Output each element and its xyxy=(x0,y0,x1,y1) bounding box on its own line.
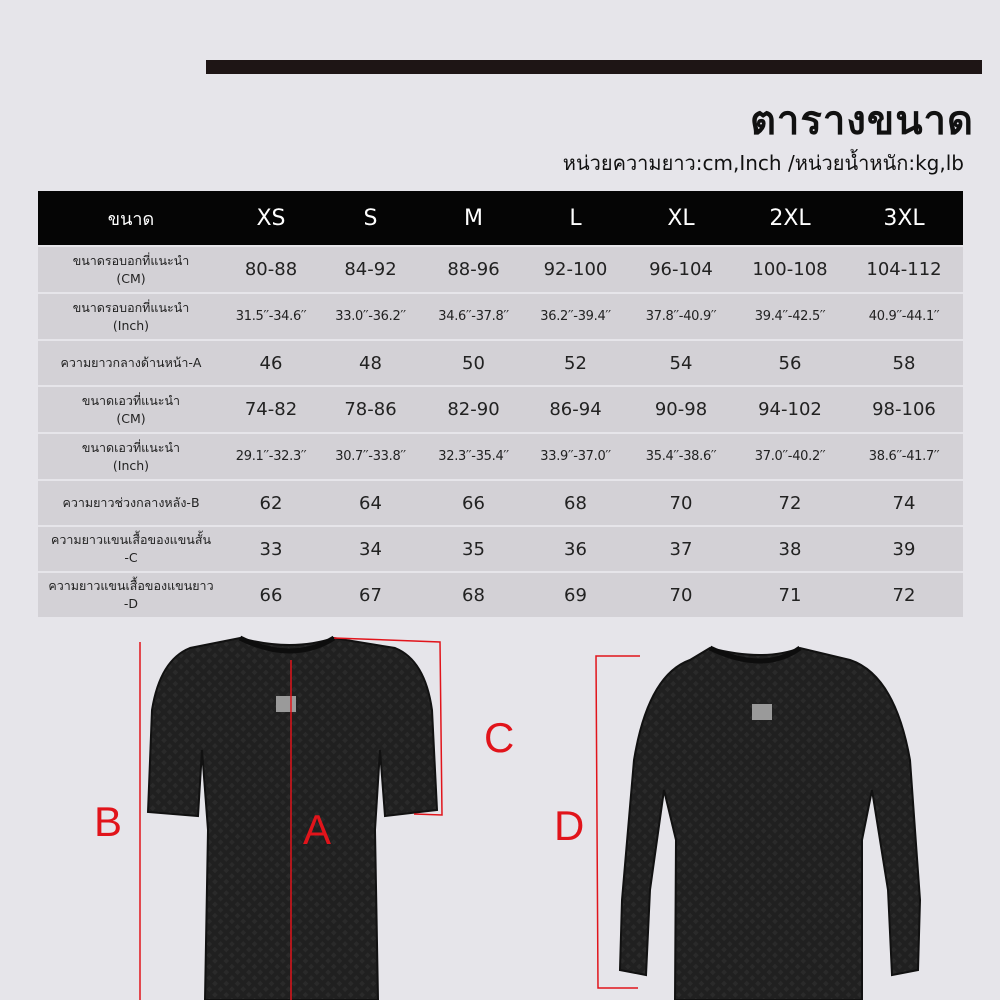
row-label xyxy=(38,481,224,525)
row-label-line2: (Inch) xyxy=(112,457,150,473)
size-column-header: M xyxy=(423,191,524,245)
table-row xyxy=(38,573,963,617)
table-cell: 86-94 xyxy=(524,387,627,432)
table-cell: 71 xyxy=(735,573,845,617)
table-cell: 92-100 xyxy=(524,247,627,292)
row-label-line1: ความยาวแขนเสื้อของแขนยาว xyxy=(48,578,214,593)
page-title: ตารางขนาด xyxy=(749,98,974,144)
row-label-line1: ความยาวช่วงกลางหลัง-B xyxy=(62,495,200,510)
table-cell: 62 xyxy=(224,481,318,525)
table-row xyxy=(38,294,963,339)
table-cell: 66 xyxy=(423,481,524,525)
row-label xyxy=(38,573,224,617)
table-cell: 32.3′′-35.4′′ xyxy=(423,434,524,479)
table-cell: 69 xyxy=(524,573,627,617)
table-cell: 34.6′′-37.8′′ xyxy=(423,294,524,339)
row-label-line2: (CM) xyxy=(116,410,146,426)
table-cell: 31.5′′-34.6′′ xyxy=(224,294,318,339)
table-cell: 36.2′′-39.4′′ xyxy=(524,294,627,339)
row-label xyxy=(38,434,224,479)
table-cell: 36 xyxy=(524,527,627,571)
table-cell: 56 xyxy=(735,341,845,385)
row-label xyxy=(38,294,224,339)
table-row xyxy=(38,481,963,525)
table-cell: 80-88 xyxy=(224,247,318,292)
table-cell: 58 xyxy=(845,341,963,385)
table-cell: 94-102 xyxy=(735,387,845,432)
table-cell: 84-92 xyxy=(318,247,423,292)
size-column-header: S xyxy=(318,191,423,245)
dimension-label-d: D xyxy=(554,802,585,849)
long-sleeve-shirt-image xyxy=(620,648,920,1000)
table-row xyxy=(38,527,963,571)
table-cell: 39.4′′-42.5′′ xyxy=(735,294,845,339)
table-row xyxy=(38,341,963,385)
row-label xyxy=(38,247,224,292)
table-cell: 78-86 xyxy=(318,387,423,432)
header-divider-bar xyxy=(206,60,982,74)
table-row xyxy=(38,434,963,479)
table-cell: 72 xyxy=(845,573,963,617)
row-label-line1: ขนาดเอวที่แนะนำ xyxy=(81,392,181,408)
table-cell: 33.9′′-37.0′′ xyxy=(524,434,627,479)
table-cell: 66 xyxy=(224,573,318,617)
size-column-header: 2XL xyxy=(735,191,845,245)
table-cell: 64 xyxy=(318,481,423,525)
table-cell: 34 xyxy=(318,527,423,571)
row-label-line2: (CM) xyxy=(116,270,146,286)
table-cell: 70 xyxy=(627,481,735,525)
table-cell: 33.0′′-36.2′′ xyxy=(318,294,423,339)
measurement-figure xyxy=(0,630,1000,1000)
units-subtitle: หน่วยความยาว:cm,Inch /หน่วยน้ำหนัก:kg,lb xyxy=(562,151,964,175)
logo-badge-icon xyxy=(752,704,772,720)
dimension-label-a: A xyxy=(303,806,332,853)
table-cell: 98-106 xyxy=(845,387,963,432)
table-row xyxy=(38,247,963,292)
table-cell: 54 xyxy=(627,341,735,385)
row-label xyxy=(38,341,224,385)
table-cell: 35 xyxy=(423,527,524,571)
table-cell: 46 xyxy=(224,341,318,385)
table-cell: 37.8′′-40.9′′ xyxy=(627,294,735,339)
row-label-line2: (Inch) xyxy=(112,317,150,333)
table-cell: 82-90 xyxy=(423,387,524,432)
table-cell: 88-96 xyxy=(423,247,524,292)
size-column-header: XS xyxy=(224,191,318,245)
table-cell: 37 xyxy=(627,527,735,571)
logo-badge-icon xyxy=(276,696,296,712)
short-sleeve-shirt-image xyxy=(148,638,437,1000)
table-cell: 50 xyxy=(423,341,524,385)
table-cell: 74-82 xyxy=(224,387,318,432)
table-cell: 68 xyxy=(423,573,524,617)
table-cell: 72 xyxy=(735,481,845,525)
row-label-line1: ขนาดเอวที่แนะนำ xyxy=(81,439,181,455)
row-label-line1: ขนาดรอบอกที่แนะนำ xyxy=(72,299,190,315)
table-cell: 37.0′′-40.2′′ xyxy=(735,434,845,479)
size-column-header: XL xyxy=(627,191,735,245)
table-cell: 40.9′′-44.1′′ xyxy=(845,294,963,339)
table-cell: 70 xyxy=(627,573,735,617)
size-column-header: L xyxy=(524,191,627,245)
table-row xyxy=(38,387,963,432)
size-column-header: 3XL xyxy=(845,191,963,245)
table-header-row xyxy=(38,191,963,245)
table-cell: 90-98 xyxy=(627,387,735,432)
row-label xyxy=(38,387,224,432)
table-cell: 96-104 xyxy=(627,247,735,292)
row-label xyxy=(38,527,224,571)
table-cell: 33 xyxy=(224,527,318,571)
row-label-line1: ความยาวกลางด้านหน้า-A xyxy=(60,355,202,370)
table-cell: 35.4′′-38.6′′ xyxy=(627,434,735,479)
table-cell: 104-112 xyxy=(845,247,963,292)
table-cell: 68 xyxy=(524,481,627,525)
table-cell: 30.7′′-33.8′′ xyxy=(318,434,423,479)
row-label-line1: ความยาวแขนเสื้อของแขนสั้น xyxy=(50,532,212,547)
table-cell: 52 xyxy=(524,341,627,385)
table-cell: 48 xyxy=(318,341,423,385)
row-label-line2: -D xyxy=(123,596,139,611)
table-cell: 67 xyxy=(318,573,423,617)
dimension-label-b: B xyxy=(94,798,123,845)
table-cell: 100-108 xyxy=(735,247,845,292)
row-label-line2: -C xyxy=(124,550,138,565)
table-cell: 39 xyxy=(845,527,963,571)
size-chart-table xyxy=(38,189,963,619)
dimension-label-c: C xyxy=(484,714,515,761)
row-label-line1: ขนาดรอบอกที่แนะนำ xyxy=(72,252,190,268)
table-cell: 74 xyxy=(845,481,963,525)
table-cell: 38 xyxy=(735,527,845,571)
size-header-label: ขนาด xyxy=(38,191,224,245)
table-cell: 38.6′′-41.7′′ xyxy=(845,434,963,479)
table-cell: 29.1′′-32.3′′ xyxy=(224,434,318,479)
